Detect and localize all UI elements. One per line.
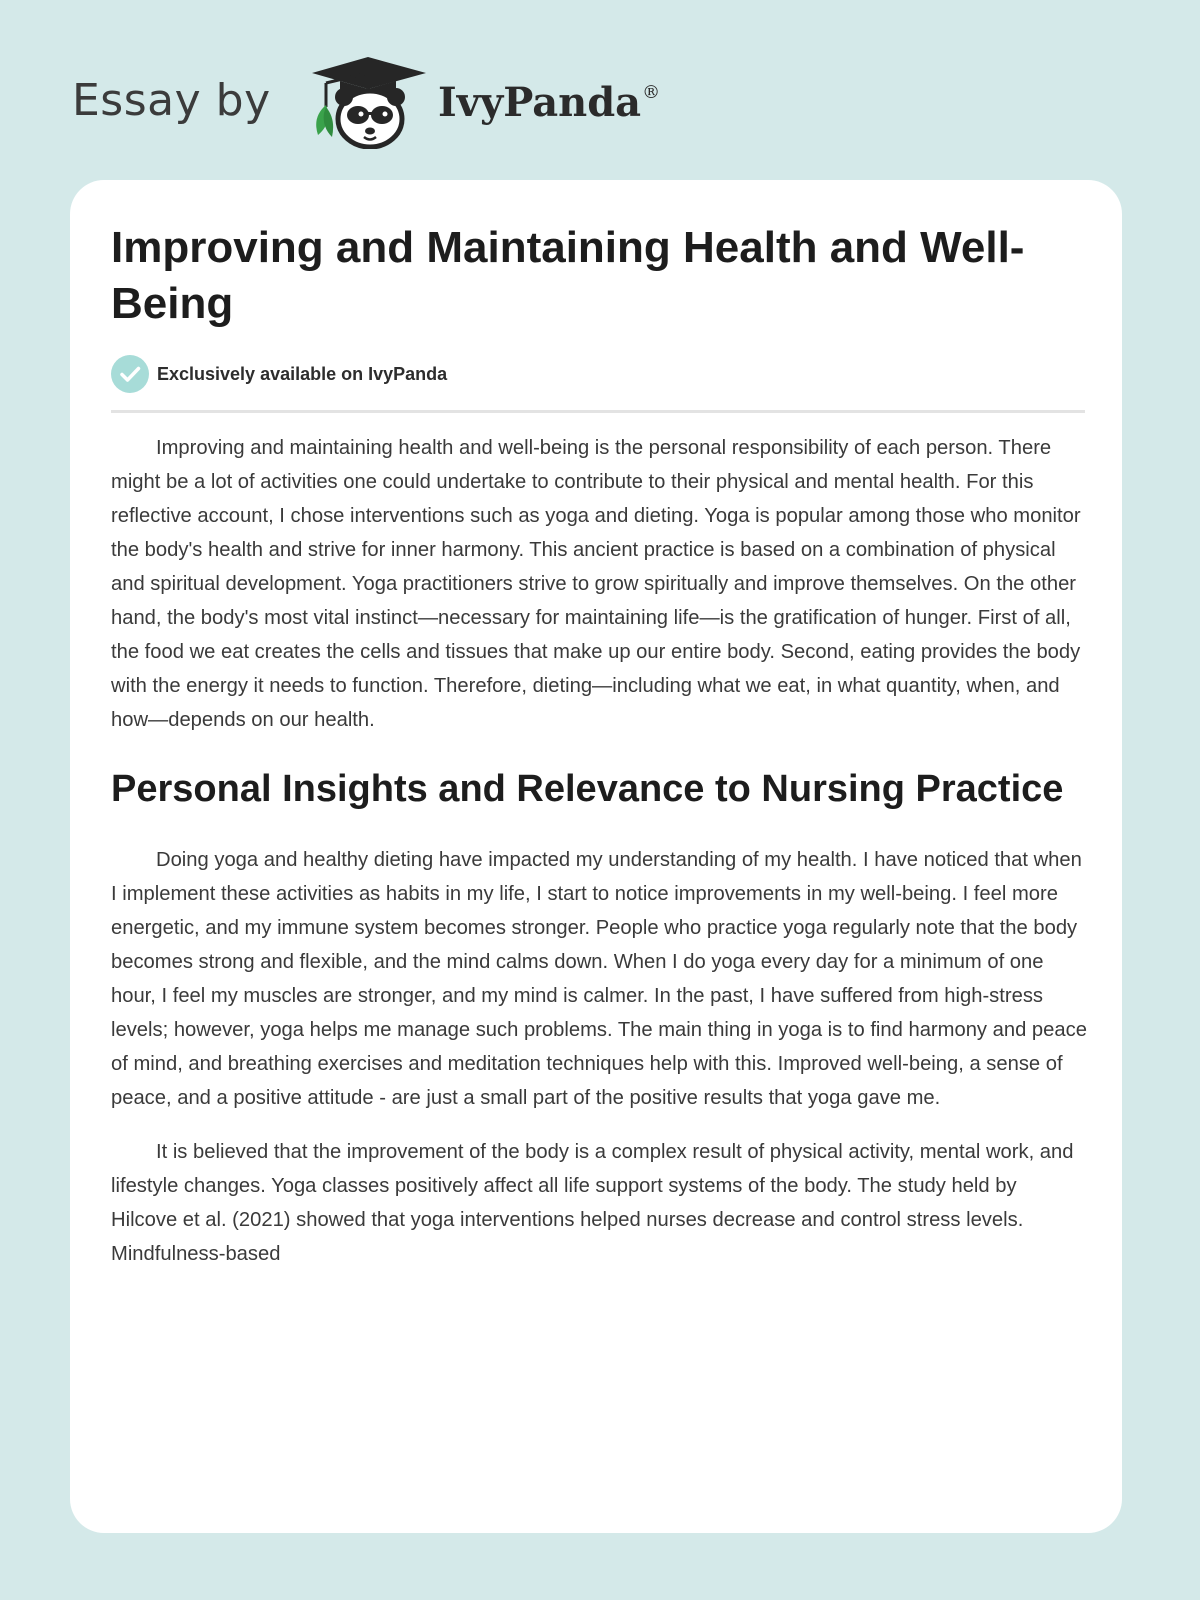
exclusive-badge-text: Exclusively available on IvyPanda	[157, 363, 448, 384]
essay-content	[111, 220, 1087, 1271]
essay-card	[70, 180, 1122, 1533]
brand-name[interactable]	[438, 79, 660, 126]
divider	[111, 410, 1085, 413]
essay-title: Improving and Maintaining Health and Well-Being	[111, 223, 1025, 328]
section-heading: Personal Insights and Relevance to Nursing Practice	[111, 768, 1064, 810]
section-paragraph-1: Doing yoga and healthy dieting have impacted my understanding of my health. I have noticed that when I implement these activities as habits in my life, I start to notice improvements in my well-being. I feel more energetic, and my immune system becomes stronger. People who practice yoga regularly note that the body becomes strong and flexible, and the mind calms down. When I do yoga every day for a minimum of one hour, I feel my muscles are stronger, and my mind is calmer. In the past, I have suffered from high-stress levels; however, yoga helps me manage such problems. The main thing in yoga is to find harmony and peace of mind, and breathing exercises and meditation techniques help with this. Improved well-being, a sense of peace, and a positive attitude - are just a small part of the positive results that yoga gave me.	[111, 849, 1087, 1109]
exclusive-badge	[111, 354, 1087, 394]
registered-mark: ®	[642, 81, 661, 103]
section-paragraph-2: It is believed that the improvement of the body is a complex result of physical activity, mental work, and lifestyle changes. Yoga classes positively affect all life support systems of the body. The study held by Hilcove et al. (2021) showed that yoga interventions helped nurses decrease and control stress levels. Mindfulness-based	[111, 1141, 1074, 1265]
intro-paragraph: Improving and maintaining health and well-being is the personal responsibility of each person. There might be a lot of activities one could undertake to contribute to their physical and mental health. For this reflective account, I chose interventions such as yoga and dieting. Yoga is popular among those who monitor the body's health and strive for inner harmony. This ancient practice is based on a combination of physical and spiritual development. Yoga practitioners strive to grow spiritually and improve themselves. On the other hand, the body's most vital instinct—necessary for maintaining life—is the gratification of hunger. First of all, the food we eat creates the cells and tissues that make up our entire body. Second, eating provides the body with the energy it needs to function. Therefore, dieting—including what we eat, in what quantity, when, and how—depends on our health.	[111, 437, 1081, 731]
ivypanda-logo-icon[interactable]	[304, 55, 434, 149]
essay-by-label: Essay by	[72, 75, 271, 126]
check-circle-icon	[111, 355, 149, 393]
brand-name-text: IvyPanda	[438, 79, 642, 126]
site-header	[72, 55, 772, 145]
